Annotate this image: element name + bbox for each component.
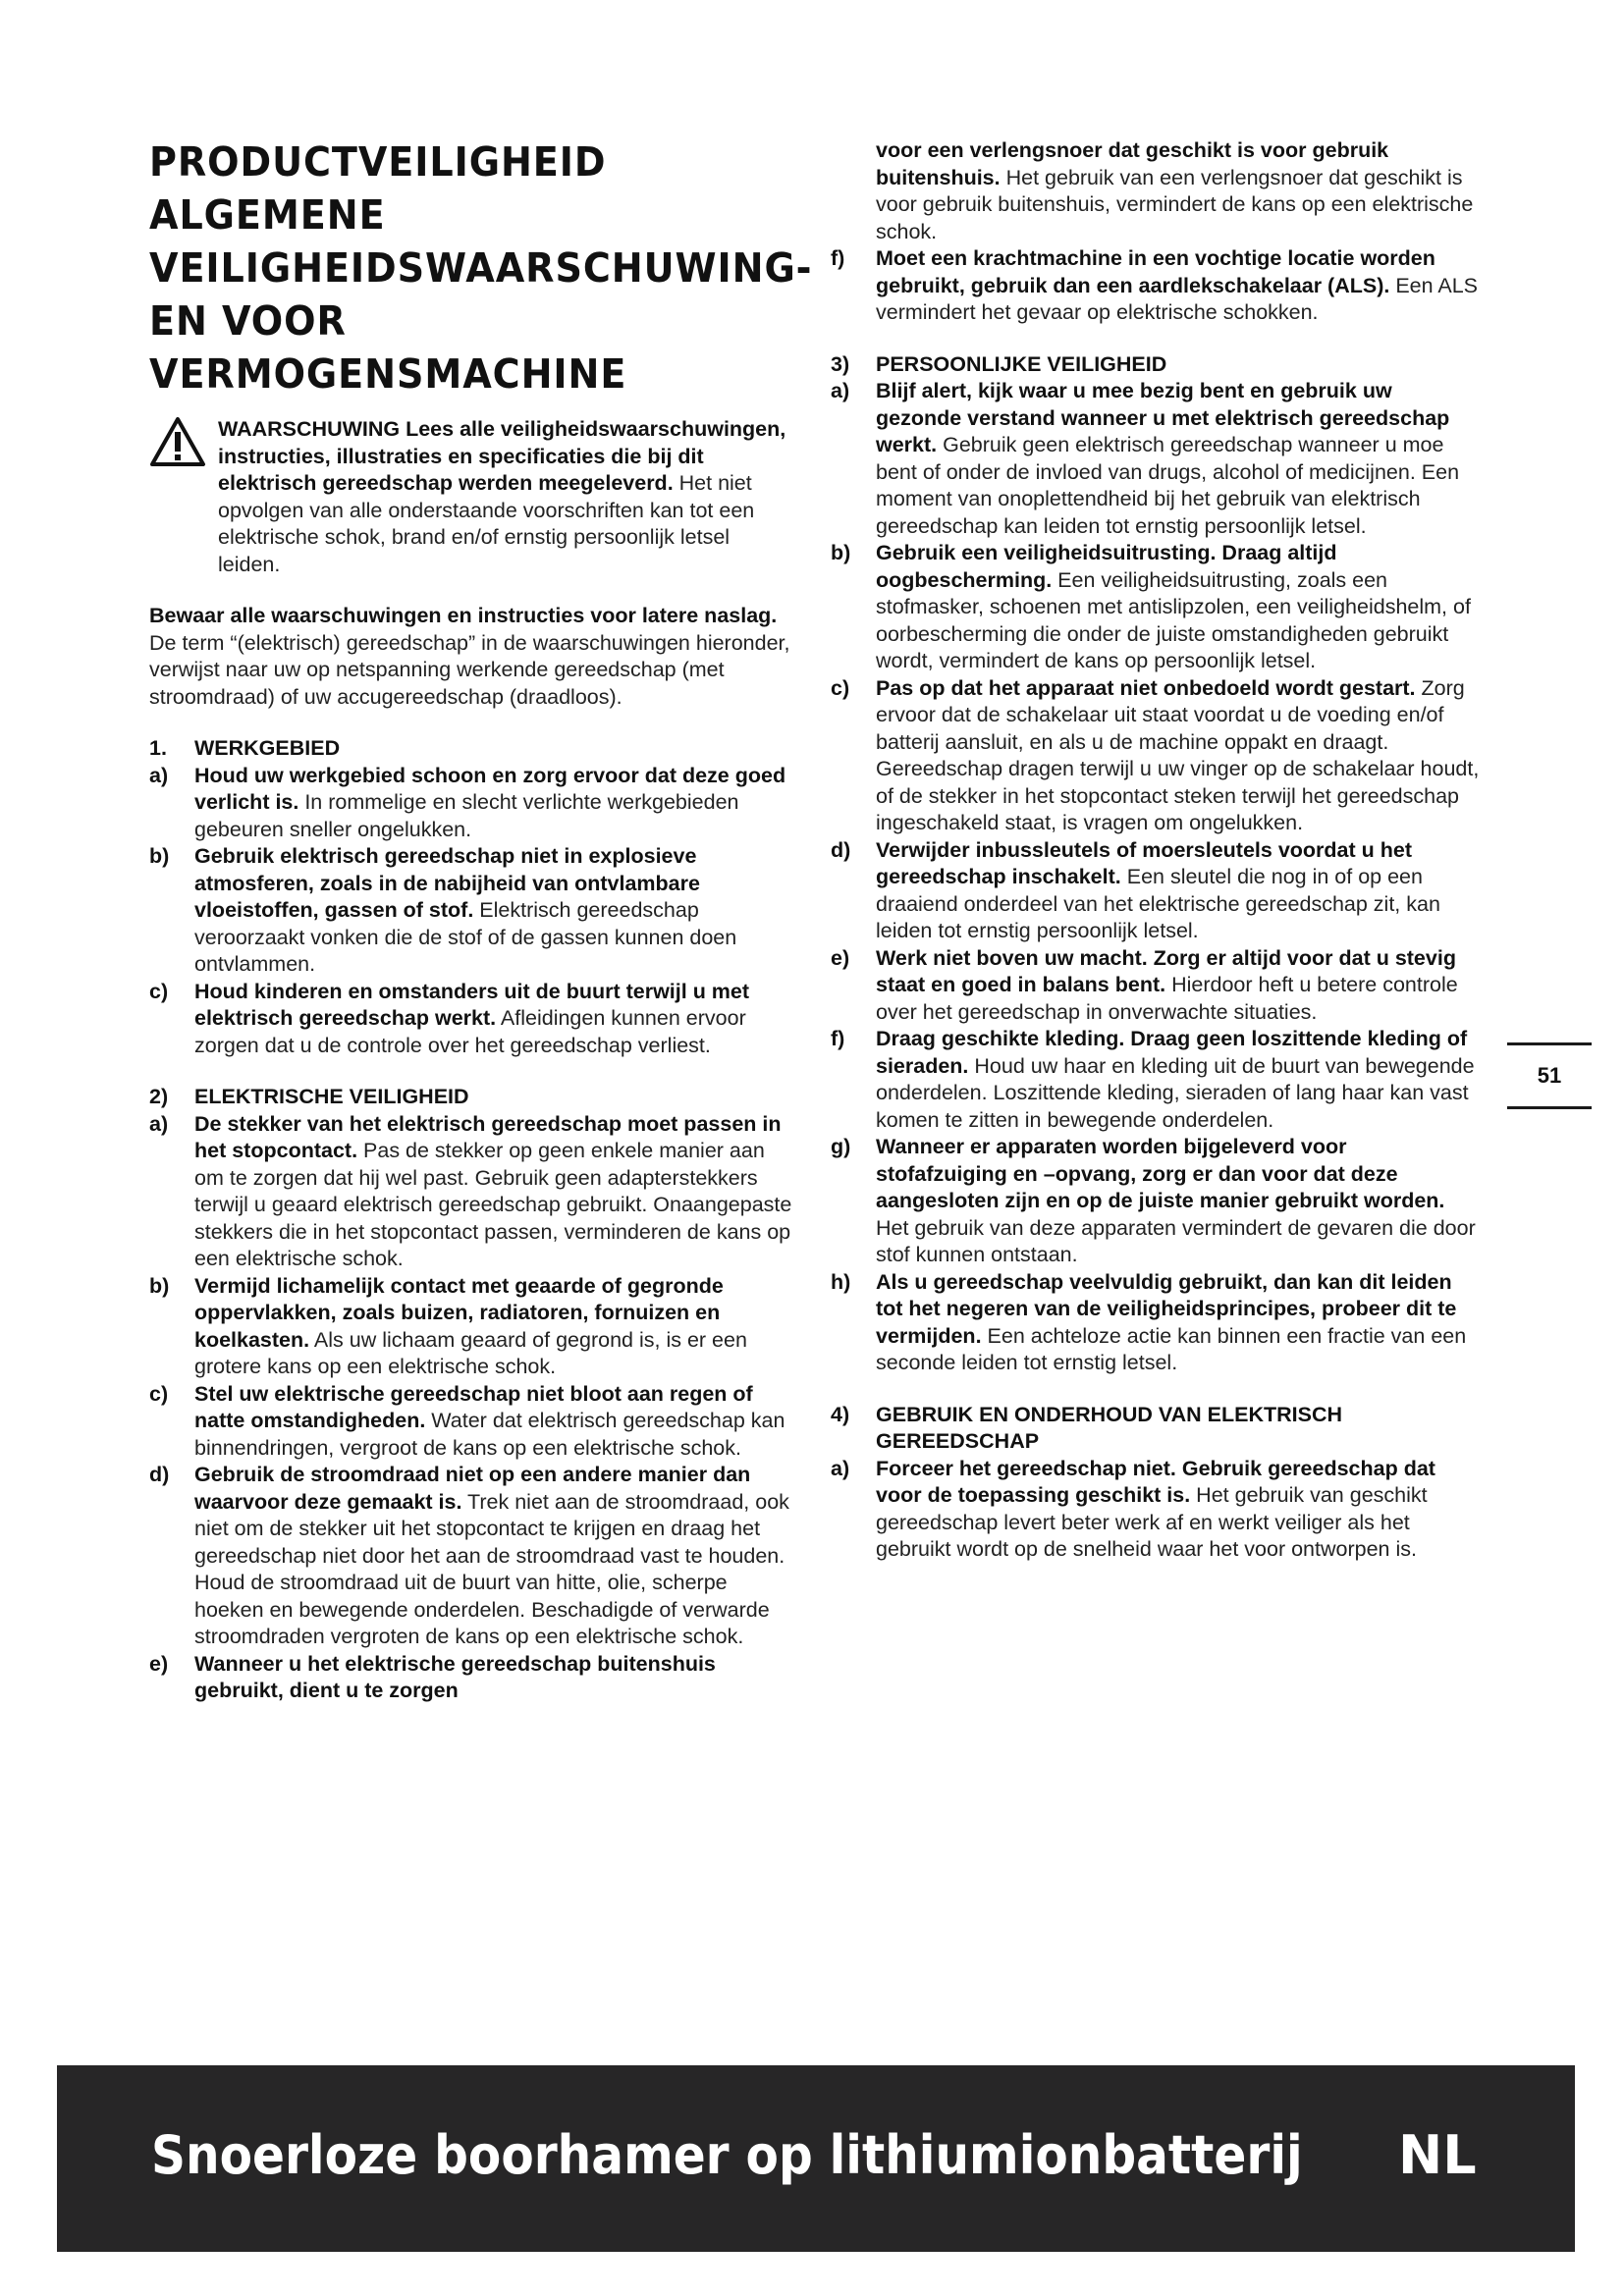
item-bold: Als u gereedschap veelvuldig gebruikt, dan kan dit leiden tot het negeren van de veiligheidsprincipes, probeer dit te vermijden. bbox=[876, 1269, 1457, 1348]
list-item bbox=[831, 378, 1481, 540]
list-item bbox=[149, 1273, 797, 1381]
list-item bbox=[831, 1456, 1481, 1564]
item-text: Het gebruik van geschikt gereedschap levert beter werk af en werkt veiliger als het gebruikt wordt op de snelheid waar het voor ontworpen is. bbox=[876, 1483, 1428, 1561]
item-text: Houd uw haar en kleding uit de buurt van bewegende onderdelen. Loszittende kleding, sieraden of lang haar kan vast komen te zitten in bewegende onderdelen. bbox=[876, 1053, 1475, 1132]
warning-bold: WAARSCHUWING Lees alle veiligheidswaarschuwingen, instructies, illustraties en specificaties die bij dit elektrisch gereedschap werden meegeleverd. bbox=[218, 417, 786, 495]
item-text: Een ALS vermindert het gevaar op elektrische schokken. bbox=[876, 273, 1479, 324]
item-text: Water dat elektrisch gereedschap kan binnendringen, vergroot de kans op een elektrische schok. bbox=[194, 1409, 785, 1460]
item-label: a) bbox=[149, 763, 169, 787]
item-text: Het gebruik van deze apparaten vermindert de gevaren die door stof kunnen ontstaan. bbox=[876, 1215, 1476, 1266]
page-title bbox=[149, 135, 813, 400]
item-text: Een sleutel die nog in of op een draaiend onderdeel van het elektrische gereedschap zit, kan leiden tot ernstig persoonlijk letsel. bbox=[876, 865, 1440, 942]
item-text: Een achteloze actie kan binnen een fractie van een seconde leiden tot ernstig letsel. bbox=[876, 1323, 1467, 1374]
section-heading-3 bbox=[831, 351, 1481, 379]
item-text: Gebruik geen elektrisch gereedschap wanneer u moe bent of onder de invloed van drugs, alcohol of medicijnen. Een moment van onoplettendheid bij het gebruik van elektrisch gereedschap kan leiden tot ernstig persoonlijk letsel. bbox=[876, 433, 1460, 538]
item-bold: Gebruik de stroomdraad niet op een andere manier dan waarvoor deze gemaakt is. bbox=[194, 1463, 751, 1514]
title-line: VEILIGHEIDSWAARSCHUWING- bbox=[149, 244, 813, 292]
section-number: 1. bbox=[149, 736, 167, 760]
list-item bbox=[831, 1269, 1481, 1377]
section-title: GEBRUIK EN ONDERHOUD VAN ELEKTRISCH GEREEDSCHAP bbox=[876, 1402, 1343, 1453]
item-bold: voor een verlengsnoer dat geschikt is voor gebruik buitenshuis. bbox=[876, 138, 1389, 189]
item-label: a) bbox=[149, 1111, 169, 1136]
footer-bar bbox=[57, 2065, 1575, 2252]
item-bold: Stel uw elektrische gereedschap niet bloot aan regen of natte omstandigheden. bbox=[194, 1381, 753, 1432]
section-heading-1 bbox=[149, 735, 797, 763]
page-number: 51 bbox=[1507, 1042, 1592, 1109]
section-title: ELEKTRISCHE VEILIGHEID bbox=[194, 1085, 469, 1108]
item-bold: Blijf alert, kijk waar u mee bezig bent en gebruik uw gezonde verstand wanneer u met elektrisch gereedschap werkt. bbox=[876, 379, 1450, 456]
item-bold: Pas op dat het apparaat niet onbedoeld wordt gestart. bbox=[876, 675, 1416, 700]
list-item bbox=[149, 1462, 797, 1651]
list-item bbox=[149, 843, 797, 979]
warning-text: Het niet opvolgen van alle onderstaande voorschriften kan tot een elektrische schok, brand en/of ernstig persoonlijk letsel leiden. bbox=[218, 471, 755, 576]
item-label: d) bbox=[831, 837, 851, 862]
list-item-continued bbox=[831, 137, 1481, 245]
item-bold: Wanneer u het elektrische gereedschap buitenshuis gebruikt, dient u te zorgen bbox=[194, 1651, 716, 1702]
item-bold: Verwijder inbussleutels of moersleutels voordat u het gereedschap inschakelt. bbox=[876, 837, 1413, 888]
item-label: a) bbox=[831, 1456, 850, 1480]
item-label: a) bbox=[831, 379, 850, 402]
item-bold: Draag geschikte kleding. Draag geen loszittende kleding of sieraden. bbox=[876, 1027, 1468, 1078]
item-label: d) bbox=[149, 1463, 170, 1486]
section-title: WERKGEBIED bbox=[194, 736, 341, 760]
item-label: f) bbox=[831, 246, 845, 270]
item-label: h) bbox=[831, 1269, 851, 1294]
keep-bold: Bewaar alle waarschuwingen en instructies voor latere naslag. bbox=[149, 604, 778, 627]
list-item bbox=[149, 1111, 797, 1273]
list-item bbox=[831, 1026, 1481, 1134]
footer-language: NL bbox=[1398, 2124, 1477, 2186]
list-item bbox=[149, 979, 797, 1060]
item-bold: De stekker van het elektrisch gereedschap moet passen in het stopcontact. bbox=[194, 1111, 782, 1162]
section-number: 2) bbox=[149, 1085, 169, 1108]
section-number: 3) bbox=[831, 351, 850, 376]
list-item bbox=[149, 1381, 797, 1463]
keep-instructions-block bbox=[149, 603, 797, 711]
item-text: In rommelige en slecht verlichte werkgebieden gebeuren sneller ongelukken. bbox=[194, 790, 739, 841]
item-text: Trek niet aan de stroomdraad, ook niet om de stekker uit het stopcontact te krijgen en draag het gereedschap niet door het aan de stroomdraad vast te houden. Houd de stroomdraad uit de buurt van hitte, olie, scherpe hoeken en bewegende onderdelen. Beschadigde of verwarde stroomdraden vergroten de kans op een elektrische schok. bbox=[194, 1489, 789, 1648]
title-line: EN VOOR VERMOGENSMACHINE bbox=[149, 297, 627, 398]
warning-block bbox=[149, 416, 797, 578]
item-bold: Houd uw werkgebied schoon en zorg ervoor dat deze goed verlicht is. bbox=[194, 763, 786, 814]
keep-text: De term “(elektrisch) gereedschap” in de waarschuwingen hieronder, verwijst naar uw op netspanning werkende gereedschap (met stroomdraad) of uw accugereedschap (draadloos). bbox=[149, 630, 790, 709]
list-item bbox=[831, 540, 1481, 675]
item-label: b) bbox=[149, 1273, 170, 1298]
title-line: PRODUCTVEILIGHEID bbox=[149, 138, 607, 186]
item-label: g) bbox=[831, 1135, 851, 1158]
left-column bbox=[149, 135, 813, 1705]
item-bold: Gebruik een veiligheidsuitrusting. Draag altijd oogbescherming. bbox=[876, 541, 1337, 592]
item-text: Elektrisch gereedschap veroorzaakt vonken die de stof of de gassen kunnen doen ontvlammen. bbox=[194, 898, 737, 976]
item-label: b) bbox=[149, 844, 170, 868]
item-text: Zorg ervoor dat de schakelaar uit staat voordat u de voeding en/of batterij aansluit, en als u de machine oppakt en draagt. Gereedschap dragen terwijl u uw vinger op de schakelaar houdt, of de stekker in het stopcontact steken terwijl het gereedschap ingeschakeld staat, is vragen om ongelukken. bbox=[876, 675, 1480, 834]
list-item bbox=[149, 1651, 797, 1705]
right-column bbox=[831, 137, 1481, 1564]
item-label: b) bbox=[831, 541, 851, 564]
item-label: e) bbox=[149, 1651, 169, 1676]
item-label: f) bbox=[831, 1027, 845, 1050]
section-heading-4 bbox=[831, 1402, 1481, 1456]
section-title: PERSOONLIJKE VEILIGHEID bbox=[876, 351, 1167, 376]
item-bold: Gebruik elektrisch gereedschap niet in explosieve atmosferen, zoals in de nabijheid van ontvlambare vloeistoffen, gassen of stof. bbox=[194, 844, 700, 922]
item-label: c) bbox=[831, 675, 850, 700]
list-item bbox=[831, 945, 1481, 1027]
list-item bbox=[831, 245, 1481, 327]
warning-triangle-icon bbox=[149, 416, 206, 467]
item-text: Als uw lichaam geaard of gegrond is, is er een grotere kans op een elektrische schok. bbox=[194, 1327, 747, 1378]
item-bold: Moet een krachtmachine in een vochtige locatie worden gebruikt, gebruik dan een aardlekschakelaar (ALS). bbox=[876, 246, 1435, 297]
item-bold: Forceer het gereedschap niet. Gebruik gereedschap dat voor de toepassing geschikt is. bbox=[876, 1456, 1435, 1507]
item-label: c) bbox=[149, 1381, 169, 1406]
list-item bbox=[831, 1134, 1481, 1269]
item-text: Een veiligheidsuitrusting, zoals een stofmasker, schoenen met antislipzolen, een veiligheidshelm, of oorbescherming die onder de juiste omstandigheden gebruikt wordt, vermindert de kans op persoonlijk letsel. bbox=[876, 567, 1471, 672]
item-text: Het gebruik van een verlengsnoer dat geschikt is voor gebruik buitenshuis, vermindert de kans op een elektrische schok. bbox=[876, 165, 1474, 243]
list-item bbox=[149, 763, 797, 844]
section-heading-2 bbox=[149, 1084, 797, 1111]
item-bold: Vermijd lichamelijk contact met geaarde of gegronde oppervlakken, zoals buizen, radiatoren, fornuizen en koelkasten. bbox=[194, 1273, 724, 1352]
item-text: Pas de stekker op geen enkele manier aan om te zorgen dat hij wel past. Gebruik geen adapterstekkers terwijl u geaard elektrisch gereedschap gebruikt. Onaangepaste stekkers die in het stopcontact passen, verminderen de kans op een elektrische schok. bbox=[194, 1139, 792, 1270]
footer-title: Snoerloze boorhamer op lithiumionbatterij bbox=[151, 2124, 1303, 2186]
list-item bbox=[831, 837, 1481, 945]
item-bold: Werk niet boven uw macht. Zorg er altijd voor dat u stevig staat en goed in balans bent. bbox=[876, 945, 1456, 996]
list-item bbox=[831, 675, 1481, 837]
section-number: 4) bbox=[831, 1402, 850, 1426]
item-bold: Houd kinderen en omstanders uit de buurt terwijl u met elektrisch gereedschap werkt. bbox=[194, 979, 750, 1030]
item-bold: Wanneer er apparaten worden bijgeleverd voor stofafzuiging en –opvang, zorg er dan voor dat deze aangesloten zijn en op de juiste manier gebruikt worden. bbox=[876, 1135, 1445, 1212]
item-text: Hierdoor heft u betere controle over het gereedschap in onverwachte situaties. bbox=[876, 973, 1458, 1024]
title-line: ALGEMENE bbox=[149, 191, 386, 239]
item-text: Afleidingen kunnen ervoor zorgen dat u de controle over het gereedschap verliest. bbox=[194, 1006, 746, 1057]
item-label: c) bbox=[149, 979, 169, 1003]
item-label: e) bbox=[831, 945, 850, 970]
